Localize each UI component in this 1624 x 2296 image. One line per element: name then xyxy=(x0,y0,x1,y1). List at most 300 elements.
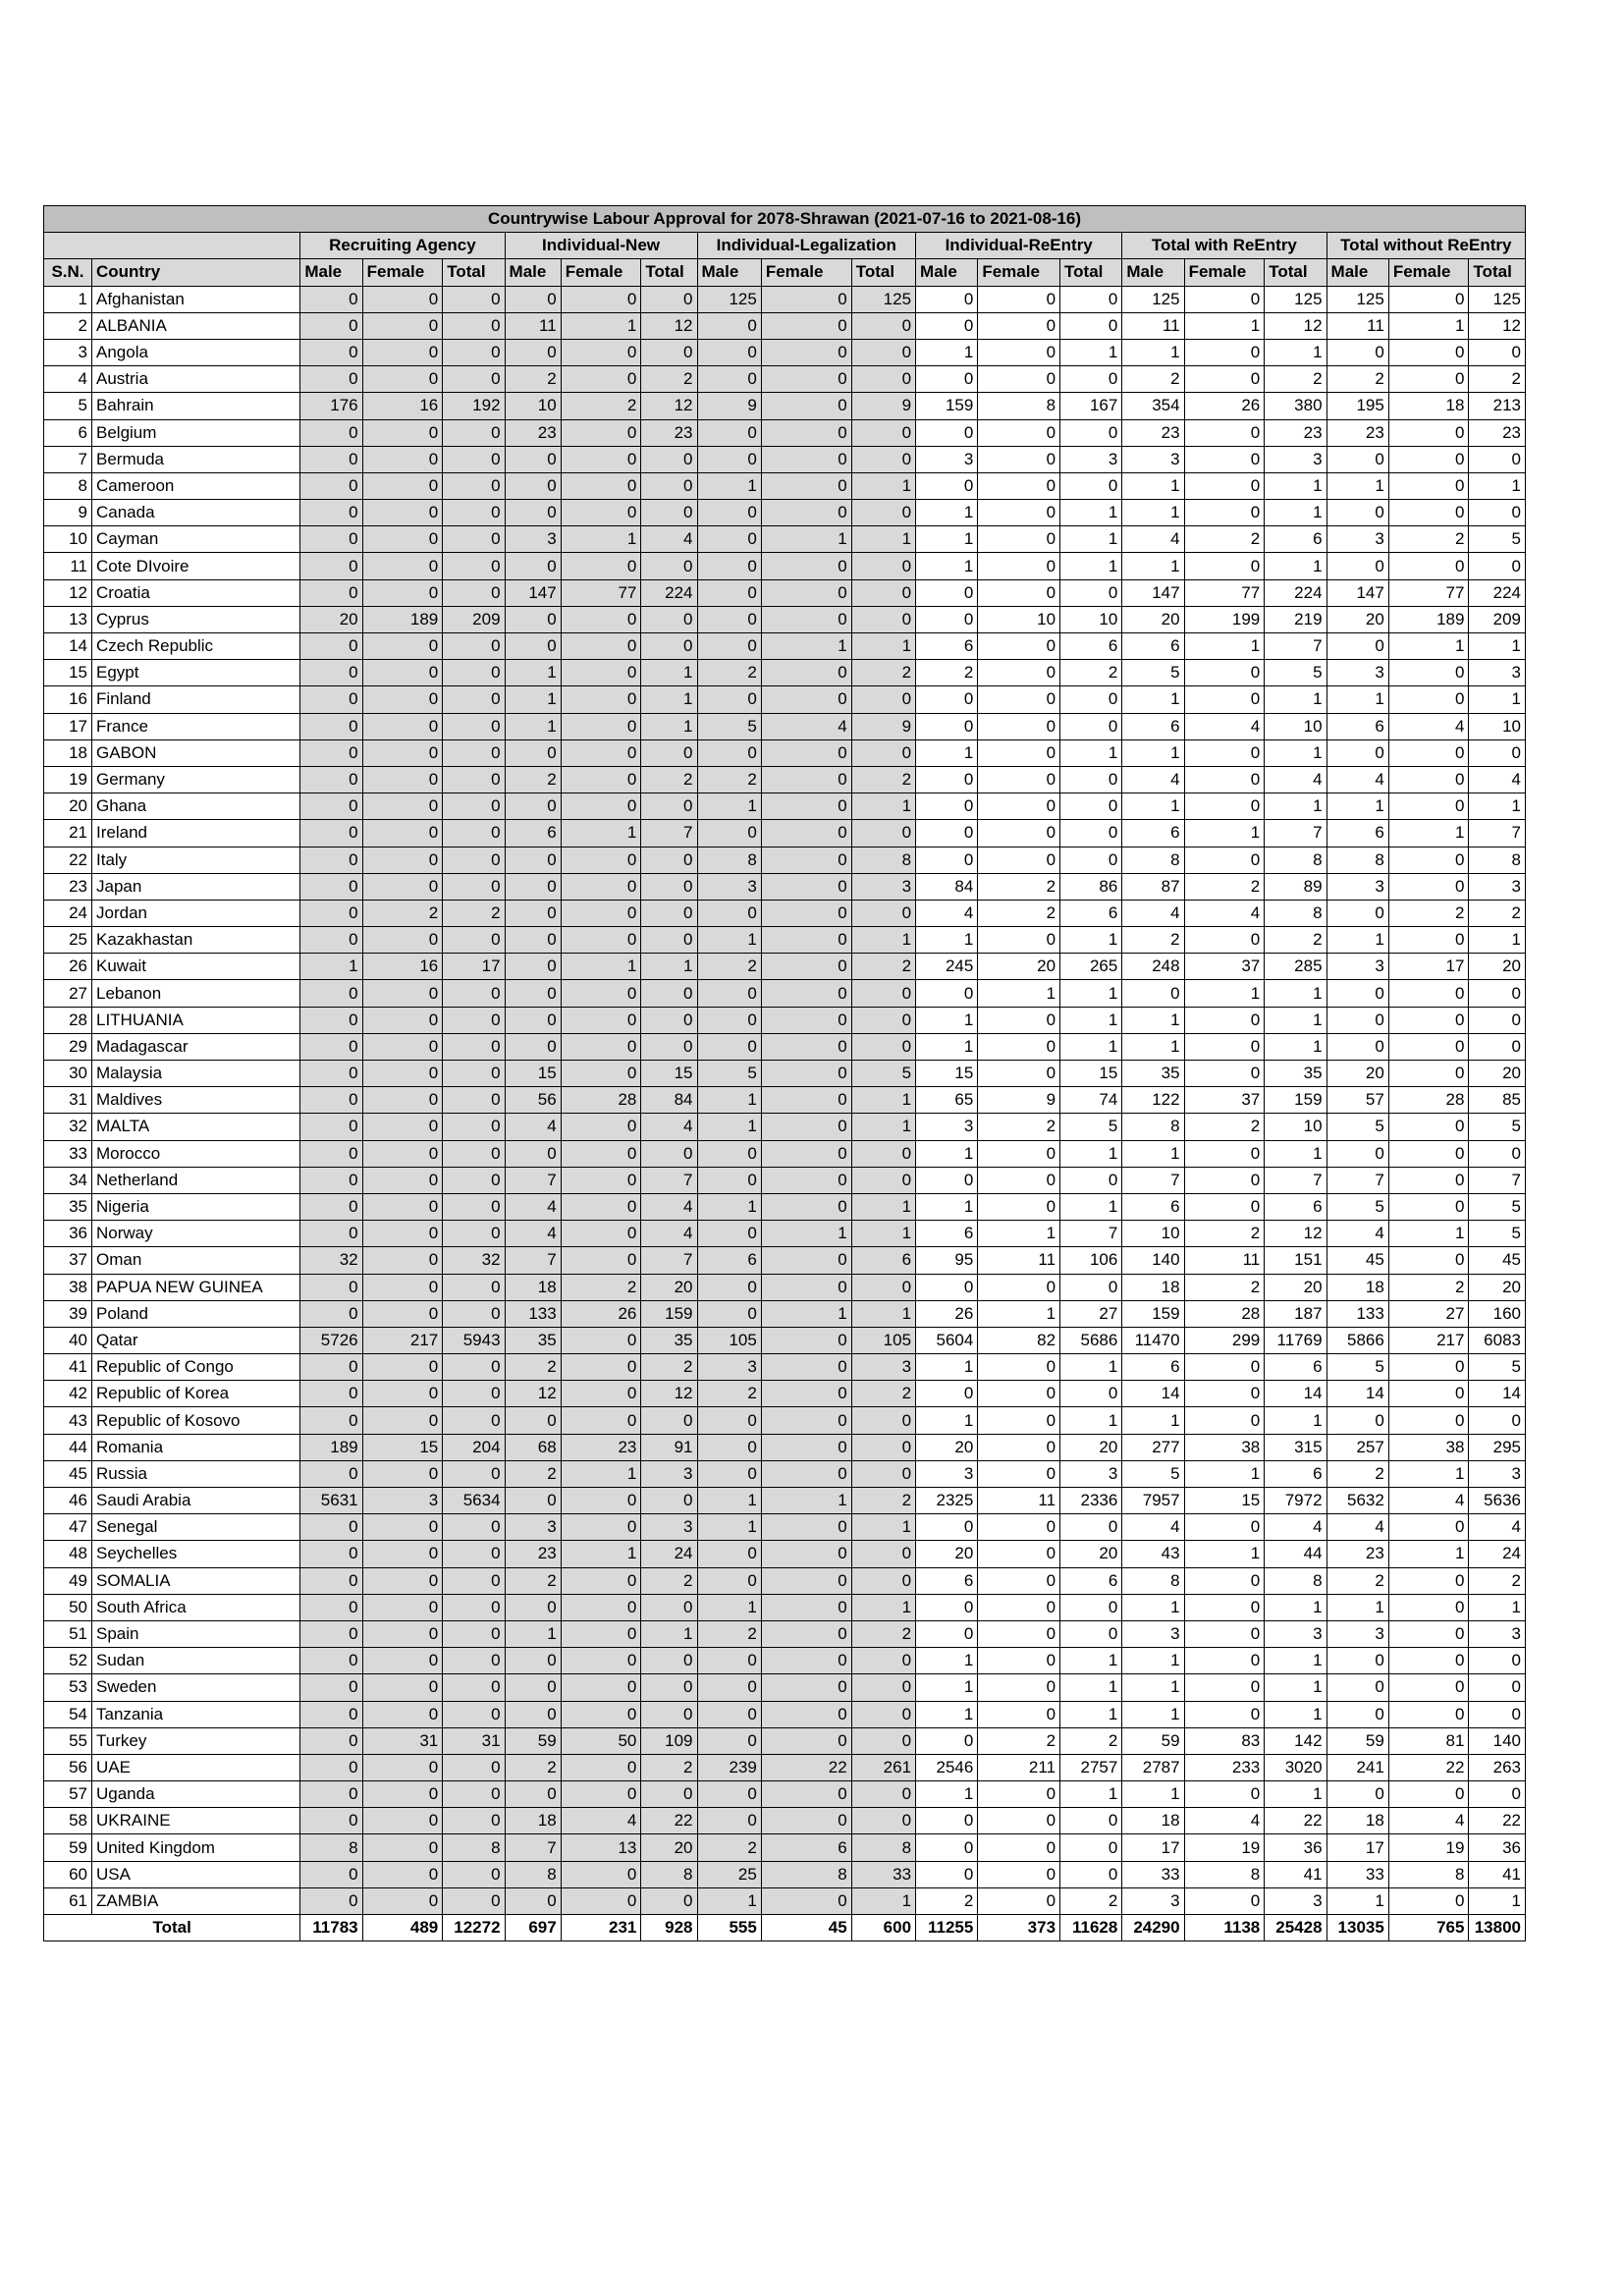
cell-value: 1 xyxy=(1122,472,1184,499)
table-row xyxy=(44,286,1526,312)
cell-value: 4 xyxy=(1122,900,1184,926)
cell-value: 1 xyxy=(697,1594,761,1620)
cell-value: 0 xyxy=(1388,500,1469,526)
cell-value: 36 xyxy=(1469,1834,1526,1861)
cell-value: 0 xyxy=(697,633,761,660)
cell-value: 4 xyxy=(1184,1808,1265,1834)
cell-value: 2 xyxy=(978,1727,1060,1754)
cell-value: 6 xyxy=(761,1834,851,1861)
cell-value: 0 xyxy=(1184,793,1265,820)
row-sn: 48 xyxy=(44,1541,92,1567)
cell-value: 6 xyxy=(1122,1193,1184,1220)
row-sn: 9 xyxy=(44,500,92,526)
cell-value: 3 xyxy=(697,1354,761,1381)
cell-value: 189 xyxy=(1388,606,1469,632)
cell-value: 1 xyxy=(916,339,978,365)
cell-value: 1 xyxy=(761,1221,851,1247)
row-sn: 21 xyxy=(44,820,92,847)
cell-value: 28 xyxy=(1184,1300,1265,1327)
cell-value: 0 xyxy=(1388,1193,1469,1220)
cell-value: 3 xyxy=(1060,446,1122,472)
cell-value: 0 xyxy=(697,446,761,472)
table-row xyxy=(44,1007,1526,1033)
cell-value: 299 xyxy=(1184,1327,1265,1353)
cell-value: 0 xyxy=(761,446,851,472)
cell-value: 0 xyxy=(978,446,1060,472)
row-country: MALTA xyxy=(92,1114,300,1140)
header-country: Country xyxy=(92,259,300,286)
cell-value: 11 xyxy=(1184,1247,1265,1274)
cell-value: 1 xyxy=(916,526,978,553)
cell-value: 0 xyxy=(1184,446,1265,472)
table-row xyxy=(44,419,1526,446)
cell-value: 1 xyxy=(1265,1701,1326,1727)
row-country: Cyprus xyxy=(92,606,300,632)
cell-value: 0 xyxy=(761,1567,851,1594)
cell-value: 0 xyxy=(851,1781,915,1808)
cell-value: 0 xyxy=(761,793,851,820)
cell-value: 0 xyxy=(761,1648,851,1674)
cell-value: 0 xyxy=(1388,1594,1469,1620)
row-country: Qatar xyxy=(92,1327,300,1353)
cell-value: 0 xyxy=(761,1033,851,1060)
cell-value: 0 xyxy=(1469,553,1526,579)
cell-value: 1 xyxy=(916,1648,978,1674)
cell-value: 0 xyxy=(505,739,561,766)
cell-value: 125 xyxy=(1469,286,1526,312)
cell-value: 0 xyxy=(761,1701,851,1727)
cell-value: 59 xyxy=(1326,1727,1388,1754)
total-value: 928 xyxy=(641,1915,697,1941)
cell-value: 0 xyxy=(1184,1140,1265,1167)
cell-value: 18 xyxy=(505,1274,561,1300)
table-row xyxy=(44,1407,1526,1434)
table-body xyxy=(44,286,1526,1941)
cell-value: 0 xyxy=(761,1541,851,1567)
cell-value: 23 xyxy=(1122,419,1184,446)
cell-value: 7 xyxy=(1326,1167,1388,1193)
cell-value: 0 xyxy=(561,1114,641,1140)
cell-value: 0 xyxy=(1388,1140,1469,1167)
cell-value: 209 xyxy=(1469,606,1526,632)
cell-value: 0 xyxy=(916,713,978,739)
cell-value: 0 xyxy=(362,1567,443,1594)
header-total: Total xyxy=(1265,259,1326,286)
cell-value: 1 xyxy=(1326,927,1388,954)
cell-value: 0 xyxy=(1388,793,1469,820)
cell-value: 0 xyxy=(561,1514,641,1541)
cell-value: 82 xyxy=(978,1327,1060,1353)
cell-value: 0 xyxy=(443,526,505,553)
cell-value: 0 xyxy=(300,1808,362,1834)
cell-value: 0 xyxy=(697,1300,761,1327)
cell-value: 0 xyxy=(505,1033,561,1060)
table-row xyxy=(44,766,1526,793)
row-sn: 19 xyxy=(44,766,92,793)
cell-value: 0 xyxy=(561,660,641,686)
cell-value: 32 xyxy=(300,1247,362,1274)
row-sn: 39 xyxy=(44,1300,92,1327)
cell-value: 0 xyxy=(1388,1407,1469,1434)
row-sn: 1 xyxy=(44,286,92,312)
row-country: ZAMBIA xyxy=(92,1887,300,1914)
cell-value: 0 xyxy=(1388,739,1469,766)
group-spacer xyxy=(44,233,300,259)
cell-value: 0 xyxy=(561,446,641,472)
cell-value: 0 xyxy=(761,1620,851,1647)
table-row xyxy=(44,1033,1526,1060)
cell-value: 0 xyxy=(443,1007,505,1033)
cell-value: 0 xyxy=(1469,980,1526,1007)
cell-value: 3 xyxy=(505,526,561,553)
cell-value: 5 xyxy=(1469,1114,1526,1140)
cell-value: 0 xyxy=(300,366,362,393)
cell-value: 4 xyxy=(1265,1514,1326,1541)
cell-value: 6 xyxy=(1326,713,1388,739)
row-country: Kuwait xyxy=(92,954,300,980)
cell-value: 0 xyxy=(697,1033,761,1060)
cell-value: 0 xyxy=(761,286,851,312)
cell-value: 9 xyxy=(851,393,915,419)
cell-value: 0 xyxy=(851,1434,915,1460)
cell-value: 2757 xyxy=(1060,1754,1122,1780)
table-row xyxy=(44,1460,1526,1487)
cell-value: 1 xyxy=(1060,1354,1122,1381)
cell-value: 26 xyxy=(561,1300,641,1327)
cell-value: 3 xyxy=(851,1354,915,1381)
group-total-with-reentry: Total with ReEntry xyxy=(1122,233,1326,259)
row-country: Turkey xyxy=(92,1727,300,1754)
cell-value: 0 xyxy=(1184,660,1265,686)
cell-value: 1 xyxy=(697,1488,761,1514)
header-total: Total xyxy=(443,259,505,286)
cell-value: 17 xyxy=(443,954,505,980)
cell-value: 4 xyxy=(1388,713,1469,739)
cell-value: 20 xyxy=(1265,1274,1326,1300)
cell-value: 0 xyxy=(362,553,443,579)
cell-value: 0 xyxy=(1326,1033,1388,1060)
cell-value: 1 xyxy=(1469,927,1526,954)
cell-value: 0 xyxy=(761,1808,851,1834)
cell-value: 6 xyxy=(1060,900,1122,926)
cell-value: 0 xyxy=(978,1061,1060,1087)
cell-value: 1 xyxy=(1060,1674,1122,1701)
group-individual-new: Individual-New xyxy=(505,233,697,259)
row-sn: 18 xyxy=(44,739,92,766)
cell-value: 0 xyxy=(851,312,915,339)
cell-value: 1 xyxy=(1388,1460,1469,1487)
row-country: Finland xyxy=(92,686,300,713)
cell-value: 0 xyxy=(978,1140,1060,1167)
row-country: Malaysia xyxy=(92,1061,300,1087)
cell-value: 1 xyxy=(1265,1140,1326,1167)
cell-value: 0 xyxy=(761,1061,851,1087)
cell-value: 13 xyxy=(561,1834,641,1861)
cell-value: 0 xyxy=(1184,1354,1265,1381)
cell-value: 2 xyxy=(1265,927,1326,954)
cell-value: 0 xyxy=(761,1167,851,1193)
cell-value: 0 xyxy=(916,766,978,793)
cell-value: 0 xyxy=(761,766,851,793)
cell-value: 0 xyxy=(1388,1247,1469,1274)
cell-value: 15 xyxy=(641,1061,697,1087)
cell-value: 3 xyxy=(505,1514,561,1541)
cell-value: 0 xyxy=(916,1727,978,1754)
cell-value: 0 xyxy=(505,873,561,900)
cell-value: 0 xyxy=(1326,980,1388,1007)
cell-value: 0 xyxy=(300,1221,362,1247)
cell-value: 36 xyxy=(1265,1834,1326,1861)
table-row xyxy=(44,954,1526,980)
cell-value: 0 xyxy=(1060,1514,1122,1541)
cell-value: 2 xyxy=(641,1567,697,1594)
cell-value: 0 xyxy=(697,366,761,393)
cell-value: 1 xyxy=(561,526,641,553)
cell-value: 8 xyxy=(1122,1114,1184,1140)
cell-value: 0 xyxy=(362,339,443,365)
cell-value: 0 xyxy=(1388,686,1469,713)
cell-value: 1 xyxy=(916,1781,978,1808)
cell-value: 0 xyxy=(697,1567,761,1594)
cell-value: 0 xyxy=(851,1033,915,1060)
row-country: Republic of Congo xyxy=(92,1354,300,1381)
cell-value: 0 xyxy=(300,873,362,900)
cell-value: 3 xyxy=(916,1114,978,1140)
cell-value: 5 xyxy=(1326,1114,1388,1140)
row-sn: 5 xyxy=(44,393,92,419)
cell-value: 0 xyxy=(362,1407,443,1434)
cell-value: 0 xyxy=(1388,1781,1469,1808)
cell-value: 0 xyxy=(1184,500,1265,526)
row-country: Netherland xyxy=(92,1167,300,1193)
cell-value: 5 xyxy=(1469,526,1526,553)
row-sn: 56 xyxy=(44,1754,92,1780)
cell-value: 0 xyxy=(505,606,561,632)
cell-value: 0 xyxy=(362,1887,443,1914)
cell-value: 2 xyxy=(1469,900,1526,926)
cell-value: 0 xyxy=(300,339,362,365)
cell-value: 0 xyxy=(697,500,761,526)
cell-value: 56 xyxy=(505,1087,561,1114)
cell-value: 0 xyxy=(362,1274,443,1300)
cell-value: 18 xyxy=(1326,1274,1388,1300)
cell-value: 68 xyxy=(505,1434,561,1460)
cell-value: 0 xyxy=(761,1274,851,1300)
cell-value: 0 xyxy=(443,1674,505,1701)
cell-value: 1 xyxy=(761,1300,851,1327)
cell-value: 0 xyxy=(761,1594,851,1620)
cell-value: 5632 xyxy=(1326,1488,1388,1514)
row-sn: 46 xyxy=(44,1488,92,1514)
table-row xyxy=(44,1620,1526,1647)
cell-value: 0 xyxy=(1388,927,1469,954)
cell-value: 2 xyxy=(697,766,761,793)
cell-value: 0 xyxy=(443,1300,505,1327)
cell-value: 0 xyxy=(916,579,978,606)
cell-value: 27 xyxy=(1388,1300,1469,1327)
cell-value: 0 xyxy=(761,500,851,526)
cell-value: 0 xyxy=(697,1541,761,1567)
cell-value: 0 xyxy=(1388,1033,1469,1060)
cell-value: 5 xyxy=(1326,1354,1388,1381)
cell-value: 1 xyxy=(697,1887,761,1914)
cell-value: 16 xyxy=(362,954,443,980)
cell-value: 0 xyxy=(561,1167,641,1193)
cell-value: 0 xyxy=(916,1274,978,1300)
cell-value: 0 xyxy=(300,1193,362,1220)
cell-value: 241 xyxy=(1326,1754,1388,1780)
cell-value: 187 xyxy=(1265,1300,1326,1327)
cell-value: 0 xyxy=(1469,1674,1526,1701)
cell-value: 0 xyxy=(443,873,505,900)
cell-value: 0 xyxy=(916,686,978,713)
cell-value: 0 xyxy=(561,366,641,393)
cell-value: 0 xyxy=(978,1594,1060,1620)
cell-value: 0 xyxy=(851,980,915,1007)
cell-value: 0 xyxy=(300,1861,362,1887)
header-female: Female xyxy=(1184,259,1265,286)
cell-value: 2 xyxy=(851,1381,915,1407)
row-country: Canada xyxy=(92,500,300,526)
cell-value: 0 xyxy=(761,1007,851,1033)
cell-value: 0 xyxy=(443,1514,505,1541)
cell-value: 0 xyxy=(505,1407,561,1434)
cell-value: 257 xyxy=(1326,1434,1388,1460)
cell-value: 0 xyxy=(362,1808,443,1834)
cell-value: 0 xyxy=(761,419,851,446)
cell-value: 17 xyxy=(1388,954,1469,980)
cell-value: 1 xyxy=(1265,339,1326,365)
cell-value: 95 xyxy=(916,1247,978,1274)
cell-value: 1 xyxy=(1122,1648,1184,1674)
cell-value: 15 xyxy=(916,1061,978,1087)
table-row xyxy=(44,739,1526,766)
row-sn: 20 xyxy=(44,793,92,820)
cell-value: 0 xyxy=(561,633,641,660)
cell-value: 0 xyxy=(851,1648,915,1674)
cell-value: 265 xyxy=(1060,954,1122,980)
cell-value: 0 xyxy=(1184,1407,1265,1434)
total-value: 45 xyxy=(761,1915,851,1941)
cell-value: 0 xyxy=(1184,472,1265,499)
cell-value: 6 xyxy=(916,1221,978,1247)
cell-value: 0 xyxy=(851,739,915,766)
table-row xyxy=(44,1140,1526,1167)
cell-value: 0 xyxy=(1184,1167,1265,1193)
cell-value: 0 xyxy=(505,339,561,365)
cell-value: 8 xyxy=(1265,1567,1326,1594)
cell-value: 1 xyxy=(916,1407,978,1434)
row-sn: 44 xyxy=(44,1434,92,1460)
cell-value: 0 xyxy=(1469,1781,1526,1808)
cell-value: 0 xyxy=(1184,1781,1265,1808)
cell-value: 20 xyxy=(1060,1541,1122,1567)
cell-value: 2 xyxy=(978,1114,1060,1140)
cell-value: 3 xyxy=(1265,446,1326,472)
cell-value: 7 xyxy=(1469,820,1526,847)
row-country: Sudan xyxy=(92,1648,300,1674)
cell-value: 59 xyxy=(1122,1727,1184,1754)
cell-value: 26 xyxy=(916,1300,978,1327)
cell-value: 0 xyxy=(1060,1167,1122,1193)
table-row xyxy=(44,847,1526,873)
cell-value: 0 xyxy=(561,713,641,739)
cell-value: 22 xyxy=(641,1808,697,1834)
cell-value: 0 xyxy=(761,1887,851,1914)
cell-value: 0 xyxy=(505,1648,561,1674)
cell-value: 0 xyxy=(443,1061,505,1087)
header-male: Male xyxy=(1122,259,1184,286)
cell-value: 10 xyxy=(1265,713,1326,739)
cell-value: 125 xyxy=(1326,286,1388,312)
cell-value: 0 xyxy=(641,606,697,632)
row-country: UKRAINE xyxy=(92,1808,300,1834)
cell-value: 0 xyxy=(443,339,505,365)
cell-value: 0 xyxy=(1469,1033,1526,1060)
cell-value: 86 xyxy=(1060,873,1122,900)
cell-value: 0 xyxy=(641,1648,697,1674)
cell-value: 2 xyxy=(505,1567,561,1594)
cell-value: 0 xyxy=(641,472,697,499)
cell-value: 17 xyxy=(1122,1834,1184,1861)
cell-value: 1 xyxy=(1060,1033,1122,1060)
header-male: Male xyxy=(697,259,761,286)
cell-value: 1 xyxy=(505,686,561,713)
cell-value: 0 xyxy=(300,686,362,713)
cell-value: 147 xyxy=(505,579,561,606)
cell-value: 0 xyxy=(851,1567,915,1594)
cell-value: 3 xyxy=(1326,954,1388,980)
cell-value: 1 xyxy=(1060,1407,1122,1434)
row-country: Ghana xyxy=(92,793,300,820)
cell-value: 5636 xyxy=(1469,1488,1526,1514)
row-sn: 53 xyxy=(44,1674,92,1701)
cell-value: 1 xyxy=(641,954,697,980)
cell-value: 1 xyxy=(1388,1541,1469,1567)
cell-value: 3 xyxy=(1122,1887,1184,1914)
cell-value: 2 xyxy=(505,366,561,393)
cell-value: 0 xyxy=(300,286,362,312)
cell-value: 1 xyxy=(1122,1140,1184,1167)
total-value: 765 xyxy=(1388,1915,1469,1941)
cell-value: 0 xyxy=(561,1193,641,1220)
cell-value: 0 xyxy=(1184,1594,1265,1620)
cell-value: 0 xyxy=(362,1674,443,1701)
cell-value: 0 xyxy=(761,1354,851,1381)
cell-value: 0 xyxy=(761,1087,851,1114)
table-row xyxy=(44,1381,1526,1407)
cell-value: 0 xyxy=(1060,1594,1122,1620)
total-row xyxy=(44,1915,1526,1941)
cell-value: 1 xyxy=(761,1488,851,1514)
cell-value: 167 xyxy=(1060,393,1122,419)
cell-value: 0 xyxy=(362,820,443,847)
cell-value: 0 xyxy=(1184,553,1265,579)
cell-value: 1 xyxy=(561,1460,641,1487)
cell-value: 3 xyxy=(1326,873,1388,900)
cell-value: 0 xyxy=(561,1381,641,1407)
row-sn: 50 xyxy=(44,1594,92,1620)
cell-value: 3 xyxy=(1060,1460,1122,1487)
table-row xyxy=(44,1061,1526,1087)
cell-value: 1 xyxy=(1122,1007,1184,1033)
table-row xyxy=(44,1727,1526,1754)
cell-value: 12 xyxy=(641,393,697,419)
cell-value: 1 xyxy=(1060,1648,1122,1674)
cell-value: 159 xyxy=(641,1300,697,1327)
cell-value: 0 xyxy=(443,793,505,820)
cell-value: 160 xyxy=(1469,1300,1526,1327)
